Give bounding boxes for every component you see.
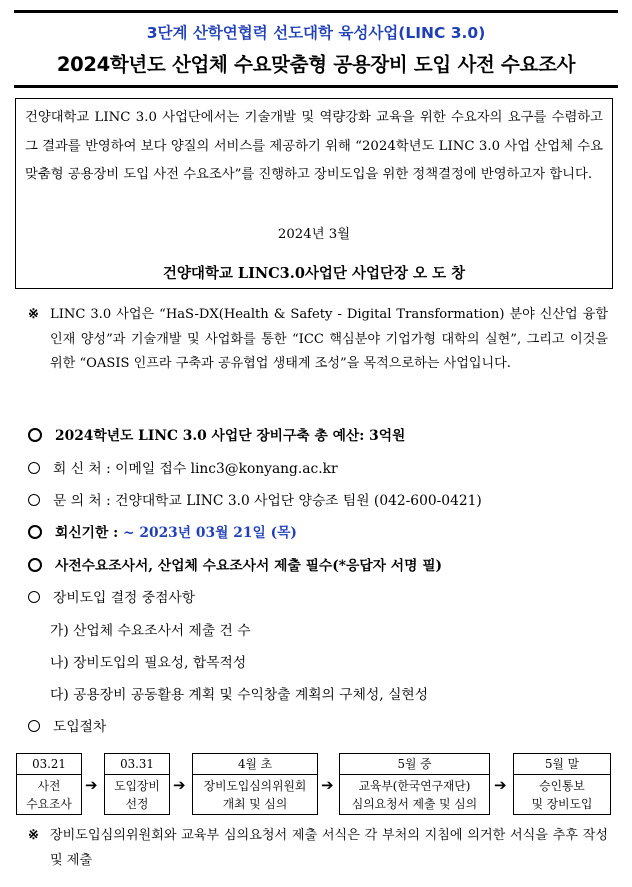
- circle-bullet-icon: [28, 720, 40, 732]
- reply-text: 회 신 처 : 이메일 접수 linc3@konyang.ac.kr: [53, 461, 338, 477]
- deadline-item: [28, 522, 618, 544]
- flow-step: [16, 753, 82, 815]
- required-text: 사전수요조사서, 산업체 수요조사서 제출 필수(*응답자 서명 필): [55, 558, 443, 574]
- budget-text: 2024학년도 LINC 3.0 사업단 장비구축 총 예산: 3억원: [55, 428, 406, 444]
- criteria-item: [28, 587, 618, 609]
- flow-step: [104, 753, 170, 815]
- flow-step-line: 도입장비: [114, 779, 160, 793]
- budget-item: [28, 425, 618, 447]
- contact-item: [28, 490, 618, 512]
- flow-step-line: 심의요청서 제출 및 심의: [351, 797, 478, 811]
- notice-body: 건양대학교 LINC 3.0 사업단에서는 기술개발 및 역량강화 교육을 위한 수요자의 요구를 수렴하고 그 결과를 반영하여 보다 양질의 서비스를 제공하기 위해 “2024학년도 LINC 3.0 사업 산업체 수요맞춤형 공용장비 도입 사전 수요조사”를 진행하고 장비도입을 위한 정책결정에 반영하고자 합니다.: [25, 110, 603, 182]
- deadline-label: 회신기한 :: [55, 525, 124, 541]
- circle-bullet-icon: [28, 428, 42, 442]
- flow-step-line: 장비도입심의위원회: [203, 779, 307, 793]
- notice-date: 2024년 3월: [277, 227, 351, 242]
- flow-step-line: 개최 및 심의: [222, 797, 288, 811]
- flow-step: [513, 753, 611, 815]
- criteria-line: 가) 산업체 수요조사서 제출 건 수: [50, 623, 251, 639]
- circle-bullet-icon: [28, 462, 40, 474]
- note-mark: ※: [28, 828, 39, 843]
- procedure-title: 도입절차: [53, 719, 107, 735]
- flow-step-line: 선정: [125, 797, 149, 811]
- deadline-value: ~ 2023년 03월 21일 (목): [123, 525, 297, 541]
- flow-step-date: 5월 말: [514, 754, 610, 775]
- circle-bullet-icon: [28, 591, 40, 603]
- contact-text: 문 의 처 : 건양대학교 LINC 3.0 사업단 양승조 팀원 (042-600-0421): [53, 493, 482, 509]
- required-item: [28, 555, 618, 577]
- criteria-title: 장비도입 결정 중점사항: [53, 590, 196, 606]
- arrow-right-icon: ➔: [494, 776, 507, 794]
- circle-bullet-icon: [28, 525, 42, 539]
- flow-step-date: 03.31: [105, 754, 169, 775]
- arrow-right-icon: ➔: [173, 776, 186, 794]
- flow-step-line: 교육부(한국연구재단): [358, 779, 471, 793]
- purpose-text: LINC 3.0 사업은 “HaS-DX(Health & Safety - Digital Transformation) 분야 신산업 융합인재 양성”과 기술개발 및 사업화를 통한 “ICC 핵심분야 기업가형 대학의 실현”, 그리고 이것을 위한 “OASIS 인프라 구축과 공유협업 생태계 조성”을 목적으로하는 사업입니다.: [50, 307, 608, 371]
- footer-text: 장비도입심의위원회와 교육부 심의요청서 제출 서식은 각 부처의 지침에 의거한 서식을 추후 작성 및 제출: [50, 828, 608, 868]
- arrow-right-icon: ➔: [85, 776, 98, 794]
- criteria-line: 다) 공용장비 공동활용 계획 및 수익창출 계획의 구체성, 실현성: [50, 687, 429, 703]
- flow-step-line: 사전: [37, 779, 61, 793]
- flow-step-line: 수요조사: [26, 797, 72, 811]
- notice-signature: 건양대학교 LINC3.0사업단 사업단장 오 도 창: [162, 265, 466, 282]
- flow-step-line: 승인통보: [539, 779, 585, 793]
- footer-note: [28, 824, 608, 873]
- page-title: 2024학년도 산업체 수요맞춤형 공용장비 도입 사전 수요조사: [56, 53, 576, 76]
- flow-step-date: 03.21: [17, 754, 81, 775]
- procedure-item: [28, 716, 618, 738]
- purpose-note: [28, 303, 608, 377]
- circle-bullet-icon: [28, 558, 42, 572]
- circle-bullet-icon: [28, 494, 40, 506]
- arrow-right-icon: ➔: [321, 776, 334, 794]
- criteria-line: 나) 장비도입의 필요성, 합목적성: [50, 655, 247, 671]
- flow-step-date: 5월 중: [340, 754, 489, 775]
- flow-step: [339, 753, 490, 815]
- flow-step: [192, 753, 318, 815]
- reply-item: [28, 458, 618, 480]
- title-block: [14, 10, 618, 88]
- flow-step-line: 및 장비도입: [531, 797, 593, 811]
- note-mark: ※: [28, 307, 39, 322]
- notice-box: [15, 98, 613, 289]
- program-subtitle: 3단계 산학연협력 선도대학 육성사업(LINC 3.0): [146, 24, 486, 42]
- flow-step-date: 4월 초: [193, 754, 317, 775]
